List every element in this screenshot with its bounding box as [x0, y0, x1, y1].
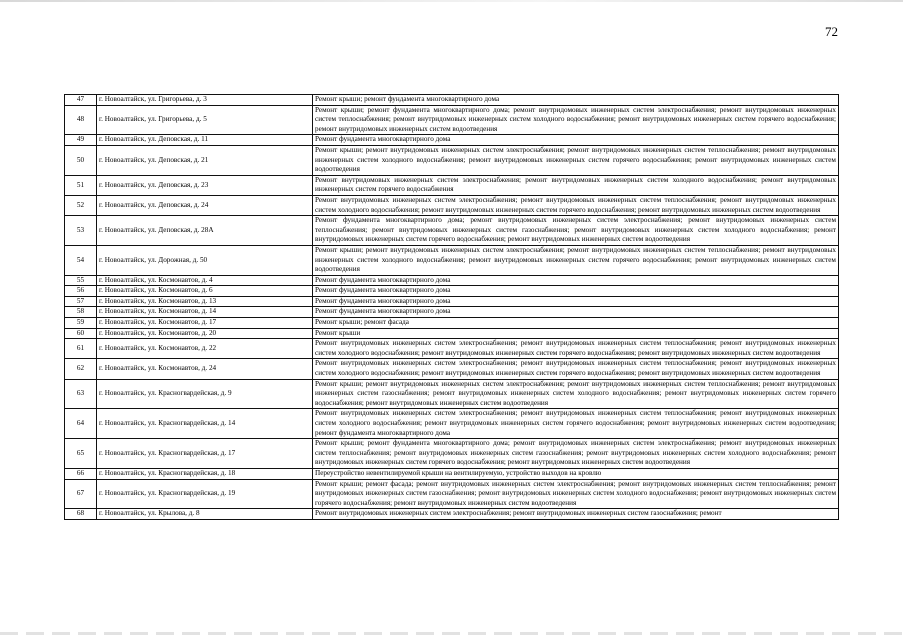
row-address: г. Новоалтайск, ул. Деповская, д. 28А: [97, 216, 313, 246]
row-work-types: Ремонт крыши; ремонт фундамента многоквартирного дома: [313, 95, 839, 106]
row-address: г. Новоалтайск, ул. Дорожная, д. 50: [97, 245, 313, 275]
table-row: [65, 509, 839, 520]
row-number: 54: [65, 245, 97, 275]
row-number: 52: [65, 195, 97, 215]
row-address: г. Новоалтайск, ул. Красногвардейская, д. 19: [97, 479, 313, 509]
row-number: 60: [65, 328, 97, 339]
row-work-types: Ремонт внутридомовых инженерных систем электроснабжения; ремонт внутридомовых инженерных систем холодного водоснабжения; ремонт внутридомовых инженерных систем горячего водоснабжения: [313, 175, 839, 195]
row-work-types: Ремонт внутридомовых инженерных систем электроснабжения; ремонт внутридомовых инженерных систем теплоснабжения; ремонт внутридомовых инженерных систем холодного водоснабжения; ремонт внутридомовых инженерных систем горячего водоснабжения; ремонт внутридомовых инженерных систем водоотведения; ремонт фундамента многоквартирного дома: [313, 409, 839, 439]
row-work-types: Ремонт крыши; ремонт фасада; ремонт внутридомовых инженерных систем электроснабжения; ремонт внутридомовых инженерных систем теплоснабжения; ремонт внутридомовых инженерных систем газоснабжения; ремонт внутридомовых инженерных систем холодного водоснабжения; ремонт внутридомовых инженерных систем горячего водоснабжения; ремонт внутридомовых инженерных систем водоотведения: [313, 479, 839, 509]
row-work-types: Переустройство невентилируемой крыши на вентилируемую, устройство выходов на кровлю: [313, 468, 839, 479]
table-body: [65, 95, 839, 520]
row-number: 67: [65, 479, 97, 509]
row-work-types: Ремонт крыши: [313, 328, 839, 339]
row-address: г. Новоалтайск, ул. Красногвардейская, д. 17: [97, 439, 313, 469]
row-number: 48: [65, 105, 97, 135]
row-number: 66: [65, 468, 97, 479]
row-work-types: Ремонт внутридомовых инженерных систем электроснабжения; ремонт внутридомовых инженерных систем теплоснабжения; ремонт внутридомовых инженерных систем холодного водоснабжения; ремонт внутридомовых инженерных систем горячего водоснабжения; ремонт внутридомовых инженерных систем водоотведения: [313, 339, 839, 359]
table-row: [65, 105, 839, 135]
row-address: г. Новоалтайск, ул. Космонавтов, д. 22: [97, 339, 313, 359]
table-row: [65, 216, 839, 246]
table-row: [65, 479, 839, 509]
table-row: [65, 318, 839, 329]
row-number: 61: [65, 339, 97, 359]
table-row: [65, 175, 839, 195]
row-address: г. Новоалтайск, ул. Космонавтов, д. 14: [97, 307, 313, 318]
row-work-types: Ремонт крыши; ремонт внутридомовых инженерных систем электроснабжения; ремонт внутридомовых инженерных систем теплоснабжения; ремонт внутридомовых инженерных систем холодного водоснабжения; ремонт внутридомовых инженерных систем горячего водоснабжения; ремонт внутридомовых инженерных систем водоотведения: [313, 145, 839, 175]
row-work-types: Ремонт внутридомовых инженерных систем электроснабжения; ремонт внутридомовых инженерных систем теплоснабжения; ремонт внутридомовых инженерных систем холодного водоснабжения; ремонт внутридомовых инженерных систем горячего водоснабжения; ремонт внутридомовых инженерных систем водоотведения: [313, 195, 839, 215]
row-number: 51: [65, 175, 97, 195]
row-number: 63: [65, 379, 97, 409]
row-number: 55: [65, 275, 97, 286]
row-number: 53: [65, 216, 97, 246]
table-row: [65, 307, 839, 318]
row-work-types: Ремонт крыши; ремонт внутридомовых инженерных систем электроснабжения; ремонт внутридомовых инженерных систем теплоснабжения; ремонт внутридомовых инженерных систем холодного водоснабжения; ремонт внутридомовых инженерных систем горячего водоснабжения; ремонт внутридомовых инженерных систем водоотведения: [313, 245, 839, 275]
table-row: [65, 468, 839, 479]
row-address: г. Новоалтайск, ул. Красногвардейская, д. 14: [97, 409, 313, 439]
row-address: г. Новоалтайск, ул. Григорьева, д. 5: [97, 105, 313, 135]
row-work-types: Ремонт крыши; ремонт фасада: [313, 318, 839, 329]
row-work-types: Ремонт фундамента многоквартирного дома: [313, 275, 839, 286]
row-number: 59: [65, 318, 97, 329]
table-row: [65, 195, 839, 215]
table-row: [65, 409, 839, 439]
row-number: 62: [65, 359, 97, 379]
table-row: [65, 328, 839, 339]
scan-top-edge: [0, 0, 903, 2]
row-address: г. Новоалтайск, ул. Красногвардейская, д. 18: [97, 468, 313, 479]
row-number: 58: [65, 307, 97, 318]
row-address: г. Новоалтайск, ул. Космонавтов, д. 4: [97, 275, 313, 286]
table-row: [65, 339, 839, 359]
row-number: 49: [65, 135, 97, 146]
row-number: 64: [65, 409, 97, 439]
row-number: 47: [65, 95, 97, 106]
row-work-types: Ремонт крыши; ремонт фундамента многоквартирного дома; ремонт внутридомовых инженерных систем электроснабжения; ремонт внутридомовых инженерных систем теплоснабжения; ремонт внутридомовых инженерных систем газоснабжения; ремонт внутридомовых инженерных систем холодного водоснабжения; ремонт внутридомовых инженерных систем горячего водоснабжения; ремонт внутридомовых инженерных систем водоотведения: [313, 439, 839, 469]
row-address: г. Новоалтайск, ул. Космонавтов, д. 17: [97, 318, 313, 329]
table-row: [65, 359, 839, 379]
row-address: г. Новоалтайск, ул. Космонавтов, д. 20: [97, 328, 313, 339]
repair-registry-table: [64, 94, 839, 520]
scan-bottom-edge: [0, 632, 903, 635]
row-address: г. Новоалтайск, ул. Деповская, д. 24: [97, 195, 313, 215]
table-row: [65, 275, 839, 286]
row-number: 68: [65, 509, 97, 520]
row-address: г. Новоалтайск, ул. Деповская, д. 11: [97, 135, 313, 146]
row-work-types: Ремонт внутридомовых инженерных систем электроснабжения; ремонт внутридомовых инженерных систем газоснабжения; ремонт: [313, 509, 839, 520]
row-address: г. Новоалтайск, ул. Крылова, д. 8: [97, 509, 313, 520]
row-work-types: Ремонт фундамента многоквартирного дома: [313, 286, 839, 297]
page-number: 72: [825, 24, 838, 39]
row-address: г. Новоалтайск, ул. Григорьева, д. 3: [97, 95, 313, 106]
table-row: [65, 286, 839, 297]
row-work-types: Ремонт фундамента многоквартирного дома: [313, 296, 839, 307]
table-row: [65, 439, 839, 469]
row-address: г. Новоалтайск, ул. Деповская, д. 23: [97, 175, 313, 195]
row-number: 50: [65, 145, 97, 175]
row-work-types: Ремонт крыши; ремонт внутридомовых инженерных систем электроснабжения; ремонт внутридомовых инженерных систем теплоснабжения; ремонт внутридомовых инженерных систем газоснабжения; ремонт внутридомовых инженерных систем холодного водоснабжения; ремонт внутридомовых инженерных систем горячего водоснабжения; ремонт внутридомовых инженерных систем водоотведения: [313, 379, 839, 409]
row-address: г. Новоалтайск, ул. Красногвардейская, д. 9: [97, 379, 313, 409]
row-address: г. Новоалтайск, ул. Космонавтов, д. 24: [97, 359, 313, 379]
table-row: [65, 296, 839, 307]
row-work-types: Ремонт фундамента многоквартирного дома: [313, 135, 839, 146]
row-address: г. Новоалтайск, ул. Космонавтов, д. 6: [97, 286, 313, 297]
table-row: [65, 245, 839, 275]
row-address: г. Новоалтайск, ул. Космонавтов, д. 13: [97, 296, 313, 307]
table-row: [65, 135, 839, 146]
table-row: [65, 95, 839, 106]
row-address: г. Новоалтайск, ул. Деповская, д. 21: [97, 145, 313, 175]
table-row: [65, 145, 839, 175]
row-work-types: Ремонт внутридомовых инженерных систем электроснабжения; ремонт внутридомовых инженерных систем теплоснабжения; ремонт внутридомовых инженерных систем холодного водоснабжения; ремонт внутридомовых инженерных систем горячего водоснабжения; ремонт внутридомовых инженерных систем водоотведения: [313, 359, 839, 379]
row-number: 56: [65, 286, 97, 297]
row-number: 57: [65, 296, 97, 307]
table-row: [65, 379, 839, 409]
row-work-types: Ремонт фундамента многоквартирного дома; ремонт внутридомовых инженерных систем электроснабжения; ремонт внутридомовых инженерных систем теплоснабжения; ремонт внутридомовых инженерных систем газоснабжения; ремонт внутридомовых инженерных систем холодного водоснабжения; ремонт внутридомовых инженерных систем горячего водоснабжения; ремонт внутридомовых инженерных систем водоотведения: [313, 216, 839, 246]
row-number: 65: [65, 439, 97, 469]
row-work-types: Ремонт фундамента многоквартирного дома: [313, 307, 839, 318]
row-work-types: Ремонт крыши; ремонт фундамента многоквартирного дома; ремонт внутридомовых инженерных систем электроснабжения; ремонт внутридомовых инженерных систем теплоснабжения; ремонт внутридомовых инженерных систем холодного водоснабжения; ремонт внутридомовых инженерных систем горячего водоснабжения; ремонт внутридомовых инженерных систем водоотведения: [313, 105, 839, 135]
